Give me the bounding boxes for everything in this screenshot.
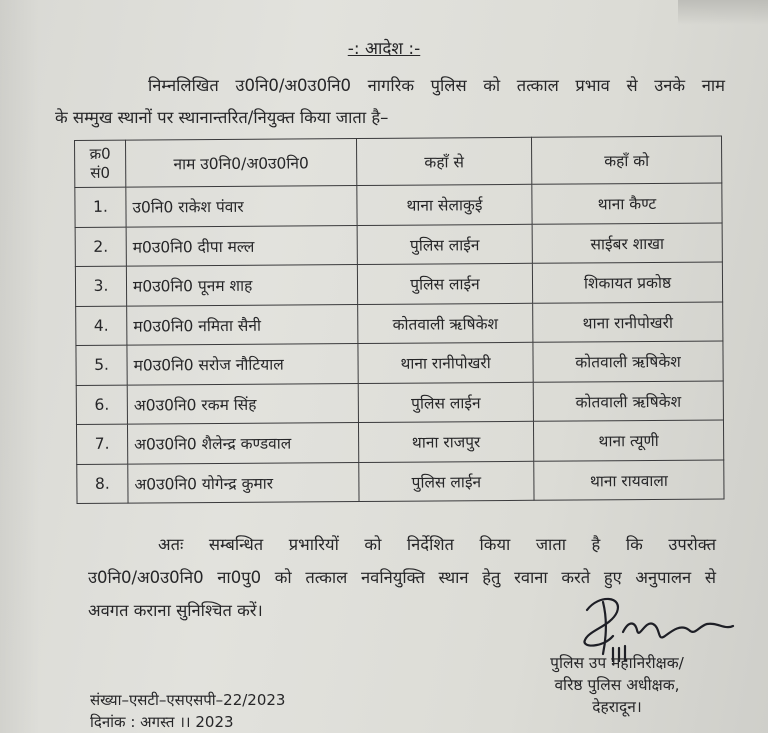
- row-to: थाना रानीपोखरी: [533, 301, 723, 342]
- header-to: कहाँ को: [531, 136, 721, 184]
- signature-stroke: [623, 623, 733, 637]
- intro-line-1: निम्नलिखित उ0नि0/अ0उ0नि0 नागरिक पुलिस को तत्काल प्रभाव से उनके नाम: [148, 76, 725, 95]
- row-to: थाना त्यूणी: [533, 420, 723, 461]
- table-row: [76, 301, 723, 345]
- row-from: पुलिस लाईन: [357, 224, 532, 265]
- row-to: थाना रायवाला: [534, 459, 724, 500]
- reference-block: [90, 689, 285, 733]
- row-name: म0उ0नि0 दीपा मल्ल: [126, 225, 357, 266]
- designation-line-2: वरिष्ठ पुलिस अधीक्षक,: [554, 676, 680, 694]
- row-from: थाना राजपुर: [358, 421, 533, 462]
- table-row: [75, 262, 722, 306]
- header-serial: क्र0 सं0: [75, 140, 126, 187]
- row-serial: 8.: [77, 464, 128, 504]
- row-serial: 2.: [75, 227, 126, 267]
- table-row: [75, 183, 722, 227]
- intro-line-2: के सम्मुख स्थानों पर स्थानान्तरित/नियुक्त किया जाता है–: [55, 108, 389, 127]
- row-serial: 5.: [76, 345, 127, 385]
- table-header-row: [75, 136, 722, 188]
- header-from: कहाँ से: [356, 137, 531, 185]
- row-from: थाना सेलाकुई: [357, 184, 532, 225]
- row-to: शिकायत प्रकोष्ठ: [532, 262, 722, 303]
- row-name: अ0उ0नि0 रकम सिंह: [127, 383, 358, 424]
- row-to: कोतवाली ऋषिकेश: [533, 341, 723, 382]
- row-to: कोतवाली ऋषिकेश: [533, 380, 723, 421]
- closing-line-2: उ0नि0/अ0उ0नि0 ना0पु0 को तत्काल नवनियुक्ति स्थान हेतु रवाना करते हुए अनुपालन से: [88, 568, 716, 587]
- row-from: पुलिस लाईन: [359, 461, 534, 502]
- designation-line-3: देहरादून।: [592, 698, 642, 716]
- row-to: थाना कैण्ट: [532, 183, 722, 224]
- row-to: साईबर शाखा: [532, 222, 722, 263]
- signature-stroke: [585, 599, 618, 646]
- row-serial: 4.: [76, 306, 127, 346]
- row-from: कोतवाली ऋषिकेश: [358, 303, 533, 344]
- row-name: अ0उ0नि0 योगेन्द्र कुमार: [128, 462, 359, 503]
- order-heading: -: आदेश :-: [347, 39, 421, 59]
- designation-line-1: पुलिस उप महानिरीक्षक/: [550, 654, 684, 672]
- intro-paragraph: [55, 70, 725, 134]
- row-name: म0उ0नि0 सरोज नौटियाल: [127, 344, 358, 385]
- transfer-table: [74, 135, 725, 504]
- table-row: [75, 222, 722, 266]
- row-name: अ0उ0नि0 शैलेन्द्र कण्डवाल: [127, 423, 358, 464]
- designation-block: [532, 652, 702, 718]
- row-name: म0उ0नि0 पूनम शाह: [126, 265, 357, 306]
- page-corner-shadow: [678, 0, 768, 25]
- row-serial: 1.: [75, 187, 126, 227]
- header-name: नाम उ0नि0/अ0उ0नि0: [126, 139, 357, 188]
- table-row: [77, 459, 724, 503]
- row-name: उ0नि0 राकेश पंवार: [126, 186, 357, 227]
- row-from: पुलिस लाईन: [358, 382, 533, 423]
- row-serial: 3.: [75, 266, 126, 306]
- closing-line-1: अतः सम्बन्धित प्रभारियों को निर्देशित किया जाता है कि उपरोक्त: [158, 535, 716, 554]
- row-from: थाना रानीपोखरी: [358, 342, 533, 383]
- row-serial: 6.: [76, 385, 127, 425]
- page-shadow: [0, 0, 40, 733]
- reference-number: संख्या–एसटी–एसएसपी–22/2023: [90, 691, 286, 709]
- signature-stroke: [603, 602, 606, 654]
- table-row: [76, 341, 723, 385]
- row-from: पुलिस लाईन: [357, 263, 532, 304]
- table-row: [76, 380, 723, 424]
- reference-date: दिनांक : अगस्त ।। 2023: [90, 713, 234, 731]
- closing-line-3: अवगत कराना सुनिश्चित करें।: [88, 601, 263, 620]
- row-serial: 7.: [76, 424, 127, 464]
- table-row: [76, 420, 723, 464]
- row-name: म0उ0नि0 नमिता सैनी: [127, 304, 358, 345]
